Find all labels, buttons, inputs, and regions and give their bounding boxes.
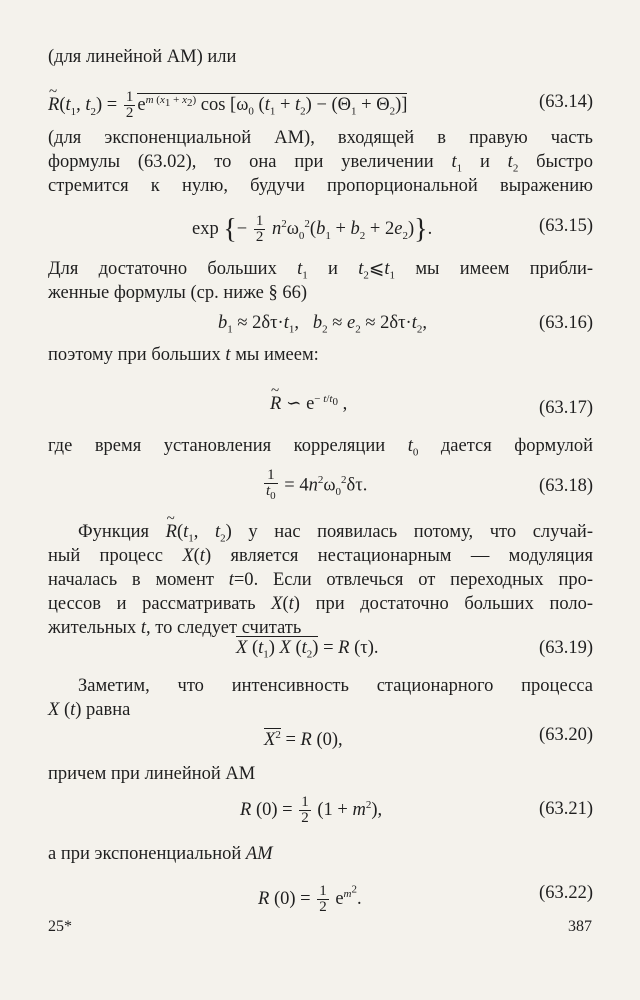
text-line: где время установления корреляции $t_0$ дается формулой xyxy=(48,436,594,459)
equation-number: (63.15) xyxy=(539,216,593,236)
equation-63-15: exp {− $\frac{1}{2}$ $n^2\omega_0^2(b_1 + b_2 + 2e_2)$}. xyxy=(192,213,433,246)
equation-63-20: $X^2 = R$ (0), xyxy=(264,729,343,751)
equation-63-22: R (0) = $\frac{1}{2}$ $e^{m^2}$. xyxy=(258,883,362,916)
text-line: началась в момент t=0. Если отвлечься от переходных про- xyxy=(48,570,593,590)
signature-mark: 25* xyxy=(48,918,72,935)
text-line: а при экспоненциальной АМ xyxy=(48,844,273,864)
text-line: X (t) равна xyxy=(48,700,131,720)
equation-number: (63.14) xyxy=(539,92,593,112)
equation-63-18: $\frac{1}{t_0}$ = $4n^2\omega_0^2\delta\tau$. xyxy=(266,467,368,502)
text-line: жительных t, то следует считать xyxy=(48,618,302,638)
text-line: формулы (63.02), то она при увеличении $t_1$ и $t_2$ быстро xyxy=(48,152,594,175)
equation-number: (63.21) xyxy=(539,799,593,819)
text-line: цессов и рассматривать X(t) при достаточно больших поло- xyxy=(48,594,593,614)
equation-63-16: $b_1 \approx 2\delta\tau\cdot t_1$, $b_2 \approx e_2 \approx 2\delta\tau\cdot t_2$, xyxy=(218,313,427,336)
text-line: поэтому при больших t мы имеем: xyxy=(48,345,319,365)
equation-63-17: ~ R ∽ $e^{- t/t_0}$ , xyxy=(270,387,347,416)
equation-63-14: ~ $R(t_1$, $t_2$) = $\frac{1}{2}$ $e^{m (x_1 + x_2)}$ $\cos [\omega_0$ $(t_1 + t_2) - (\Theta_1 + \Theta_2)$] xyxy=(48,88,407,124)
text-line: (для экспоненциальной АМ), входящей в правую часть xyxy=(48,128,593,148)
equation-number: (63.18) xyxy=(539,476,593,496)
equation-number: (63.19) xyxy=(539,638,593,658)
text-line: Для достаточно больших $t_1$ и $t_2⩽t_1$ мы имеем прибли- xyxy=(48,259,594,282)
text-line: ный процесс X(t) является нестационарным — модуляция xyxy=(48,546,593,566)
equation-63-21: R (0) = $\frac{1}{2}$ $(1 + m^2)$, xyxy=(240,794,383,827)
text-line: стремится к нулю, будучи пропорциональной выражению xyxy=(48,176,593,196)
text-line: Функция ~ $R(t_1$, $t_2$) у нас появилась потому, что случай- xyxy=(78,521,593,550)
text-line: (для линейной АМ) или xyxy=(48,47,237,67)
equation-number: (63.20) xyxy=(539,725,593,745)
text-line: женные формулы (ср. ниже § 66) xyxy=(48,283,308,303)
equation-63-19: X $(t_1)$ X $(t_2) = R$ (τ). xyxy=(236,638,379,661)
text-line: Заметим, что интенсивность стационарного процесса xyxy=(78,676,593,696)
equation-number: (63.17) xyxy=(539,398,593,418)
equation-number: (63.22) xyxy=(539,883,593,903)
page-number: 387 xyxy=(568,918,592,935)
equation-number: (63.16) xyxy=(539,313,593,333)
text-line: причем при линейной АМ xyxy=(48,764,256,784)
